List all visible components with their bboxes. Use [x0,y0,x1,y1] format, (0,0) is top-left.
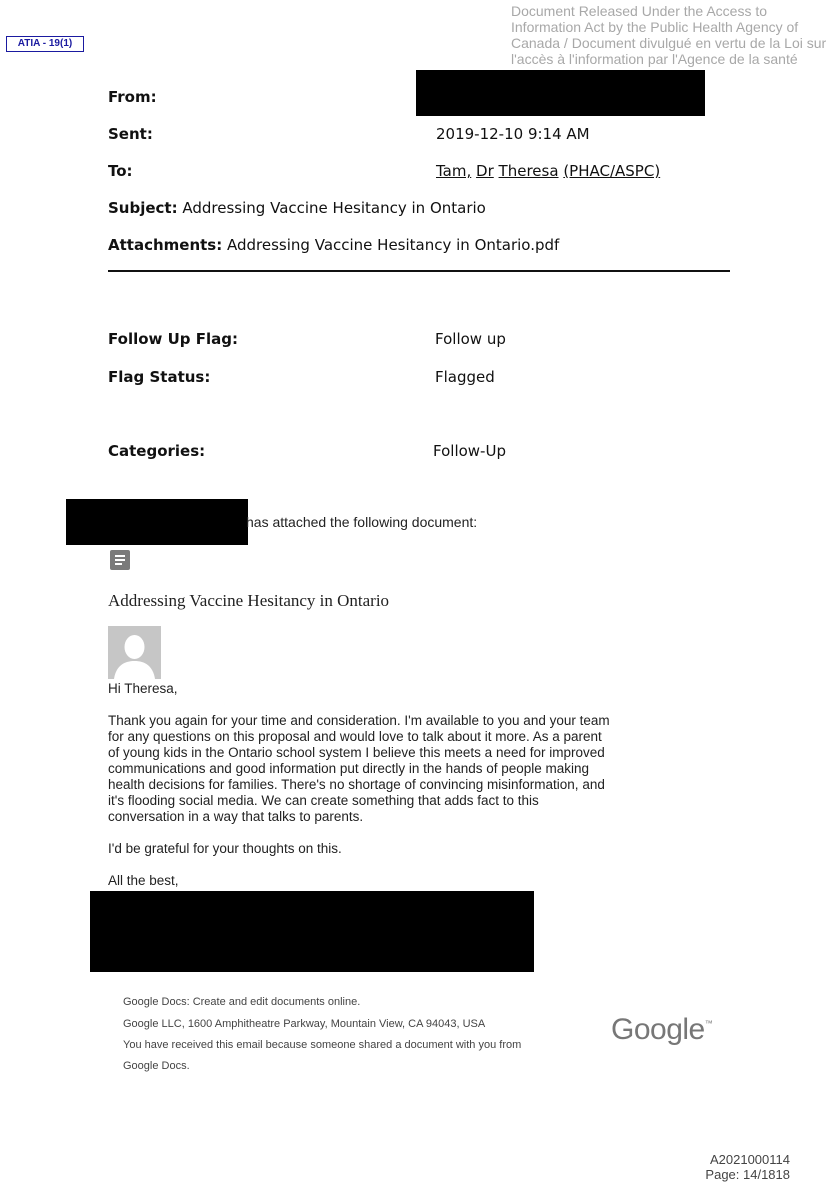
shared-document-title[interactable]: Addressing Vaccine Hesitancy in Ontario [108,591,390,610]
avatar [108,626,161,679]
paragraph-line: Thank you again for your time and consideration. I'm available to you and your team [108,713,610,728]
attachments-value[interactable]: Addressing Vaccine Hesitancy in Ontario.pdf [227,236,560,254]
followup-flag-label: Follow Up Flag: [108,330,238,348]
attachments-label: Attachments: [108,236,223,254]
to-first-name[interactable]: Theresa [498,162,559,180]
to-value[interactable] [436,162,660,180]
person-icon [108,626,161,679]
release-notice: Document Released Under the Access to Information Act by the Public Health Agency of Canada / Document divulgué en vertu de la Loi sur l'accès à l'information par l'Agence de la santé [511,3,827,67]
atia-stamp: ATIA - 19(1) [6,36,84,52]
header-divider [108,270,730,272]
followup-flag-value: Follow up [435,330,506,348]
categories-value: Follow-Up [433,442,506,460]
paragraph-line: of young kids in the Ontario school system I believe this meets a need for improved [108,745,605,760]
google-logo [611,1013,712,1047]
page-info [690,1152,790,1182]
greeting: Hi Theresa, [108,681,178,696]
flag-status-value: Flagged [435,368,495,386]
redaction-from [416,70,705,116]
redaction-sender [66,499,248,545]
paragraph-line: for any questions on this proposal and would love to talk about it more. As a parent [108,729,602,744]
subject-row [108,199,486,217]
attachments-row [108,236,559,254]
paragraph-line: it's flooding social media. We can create something that adds fact to this [108,793,539,808]
flag-status-label: Flag Status: [108,368,211,386]
footer-line-4: Google Docs. [123,1060,190,1072]
thoughts-line: I'd be grateful for your thoughts on this. [108,841,342,856]
page-number: Page: 14/1818 [705,1167,790,1182]
google-logo-tm: ™ [704,1019,713,1028]
footer-line-2: Google LLC, 1600 Amphitheatre Parkway, Mountain View, CA 94043, USA [123,1018,486,1030]
subject-value: Addressing Vaccine Hesitancy in Ontario [182,199,486,217]
attached-text: has attached the following document: [246,514,478,530]
sent-value: 2019-12-10 9:14 AM [436,125,590,143]
to-label: To: [108,162,133,180]
google-logo-text: Google [611,1013,705,1046]
to-title[interactable]: Dr [476,162,494,180]
document-icon[interactable] [110,550,130,570]
document-id: A2021000114 [709,1152,790,1167]
redaction-signature [90,891,534,972]
from-label: From: [108,88,157,106]
categories-label: Categories: [108,442,206,460]
footer-line-3: You have received this email because someone shared a document with you from [123,1039,522,1051]
footer-line-1: Google Docs: Create and edit documents online. [123,996,361,1008]
subject-label: Subject: [108,199,178,217]
sent-label: Sent: [108,125,153,143]
message-paragraph [108,713,648,825]
paragraph-line: conversation in a way that talks to parents. [108,809,364,824]
signoff: All the best, [108,873,179,888]
paragraph-line: health decisions for families. There's no shortage of convincing misinformation, and [108,777,605,792]
to-org[interactable]: (PHAC/ASPC) [563,162,661,180]
to-last-name[interactable]: Tam, [436,162,472,180]
paragraph-line: communications and good information put directly in the hands of people making [108,761,590,776]
